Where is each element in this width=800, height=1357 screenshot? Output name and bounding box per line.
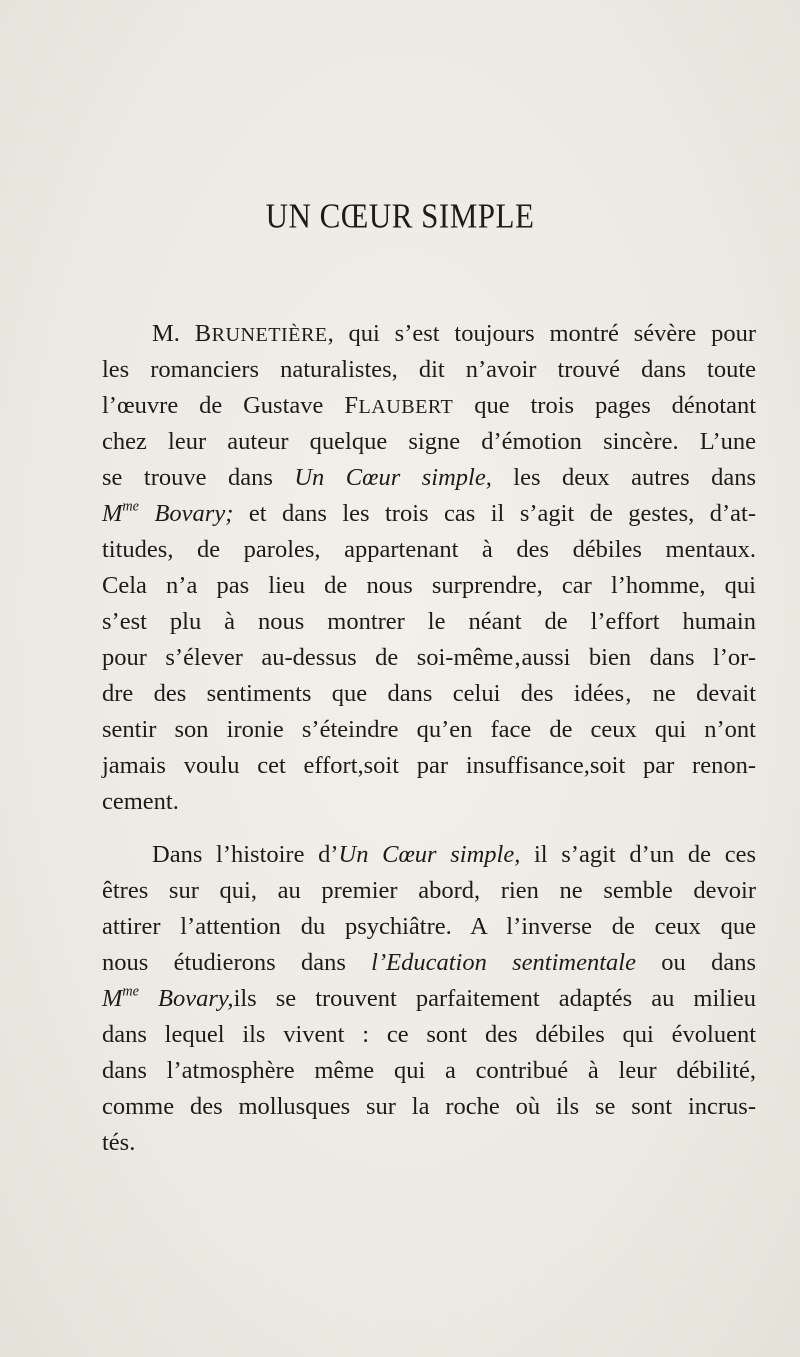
text-line: jamais voulu cet effort,soit par insuffisance,soit par renon- xyxy=(102,752,756,779)
text-run: et dans les trois cas il s’agit de gestes, d’at- xyxy=(233,500,756,527)
text-line xyxy=(102,496,756,532)
text-run: , qui s’est toujours montré sévère pour xyxy=(327,320,756,347)
text-line: cement. xyxy=(102,788,179,815)
text-line: dans l’atmosphère même qui a contribué à leur débilité, xyxy=(102,1057,756,1084)
paragraph-1 xyxy=(102,316,756,820)
text-line xyxy=(102,460,756,496)
text-line: titudes, de paroles, appartenant à des débiles mentaux. xyxy=(102,536,756,563)
text-line: chez leur auteur quelque signe d’émotion sincère. L’une xyxy=(102,428,756,455)
text-run: nous étudierons dans xyxy=(102,949,372,976)
small-caps-name: BRUNETIÈRE xyxy=(194,320,328,347)
italic-title: Un Cœur simple, xyxy=(294,464,492,491)
text-line xyxy=(102,837,756,873)
text-run: M. xyxy=(152,320,195,347)
superscript: me xyxy=(122,498,139,515)
text-line: attirer l’attention du psychiâtre. A l’inverse de ceux que xyxy=(102,913,756,940)
text-run: les deux autres dans xyxy=(491,464,756,491)
text-run: se trouve dans xyxy=(102,464,295,491)
chapter-title: UN CŒUR SIMPLE xyxy=(265,196,535,236)
italic-title: l’Education sentimentale xyxy=(371,949,636,976)
text-line: êtres sur qui, au premier abord, rien ne semble devoir xyxy=(102,877,756,904)
text-line: s’est plu à nous montrer le néant de l’effort humain xyxy=(102,608,756,635)
superscript: me xyxy=(122,983,139,1000)
text-run: ou dans xyxy=(635,949,757,976)
text-line xyxy=(102,981,756,1017)
text-line: tés. xyxy=(102,1129,136,1156)
italic-text: M xyxy=(102,985,123,1012)
text-line: sentir son ironie s’éteindre qu’en face de ceux qui n’ont xyxy=(102,716,756,743)
italic-title: Un Cœur simple, xyxy=(338,841,521,868)
text-run: que trois pages dénotant xyxy=(453,392,757,419)
text-line xyxy=(102,316,756,352)
text-run: il s’agit d’un de ces xyxy=(520,841,756,868)
text-line: pour s’élever au-dessus de soi-même‚aussi bien dans l’or- xyxy=(102,644,756,671)
text-run: l’œuvre de Gustave xyxy=(102,392,345,419)
text-line: Cela n’a pas lieu de nous surprendre, car l’homme, qui xyxy=(102,572,756,599)
text-line: comme des mollusques sur la roche où ils se sont incrus- xyxy=(102,1093,756,1120)
paragraph-2 xyxy=(102,837,756,1161)
text-line xyxy=(102,388,756,424)
text-line: dre des sentiments que dans celui des idées‚ ne devait xyxy=(102,680,756,707)
text-line xyxy=(102,945,756,981)
italic-title: Bovary, xyxy=(138,985,234,1012)
text-line: les romanciers naturalistes, dit n’avoir trouvé dans toute xyxy=(102,356,756,383)
text-run: ils se trouvent parfaitement adaptés au milieu xyxy=(233,985,757,1012)
text-line: dans lequel ils vivent : ce sont des débiles qui évoluent xyxy=(102,1021,756,1048)
italic-title: Bovary; xyxy=(138,500,234,527)
italic-text: M xyxy=(102,500,123,527)
text-run: Dans l’histoire d’ xyxy=(152,841,339,868)
small-caps-name: FLAUBERT xyxy=(344,392,454,419)
